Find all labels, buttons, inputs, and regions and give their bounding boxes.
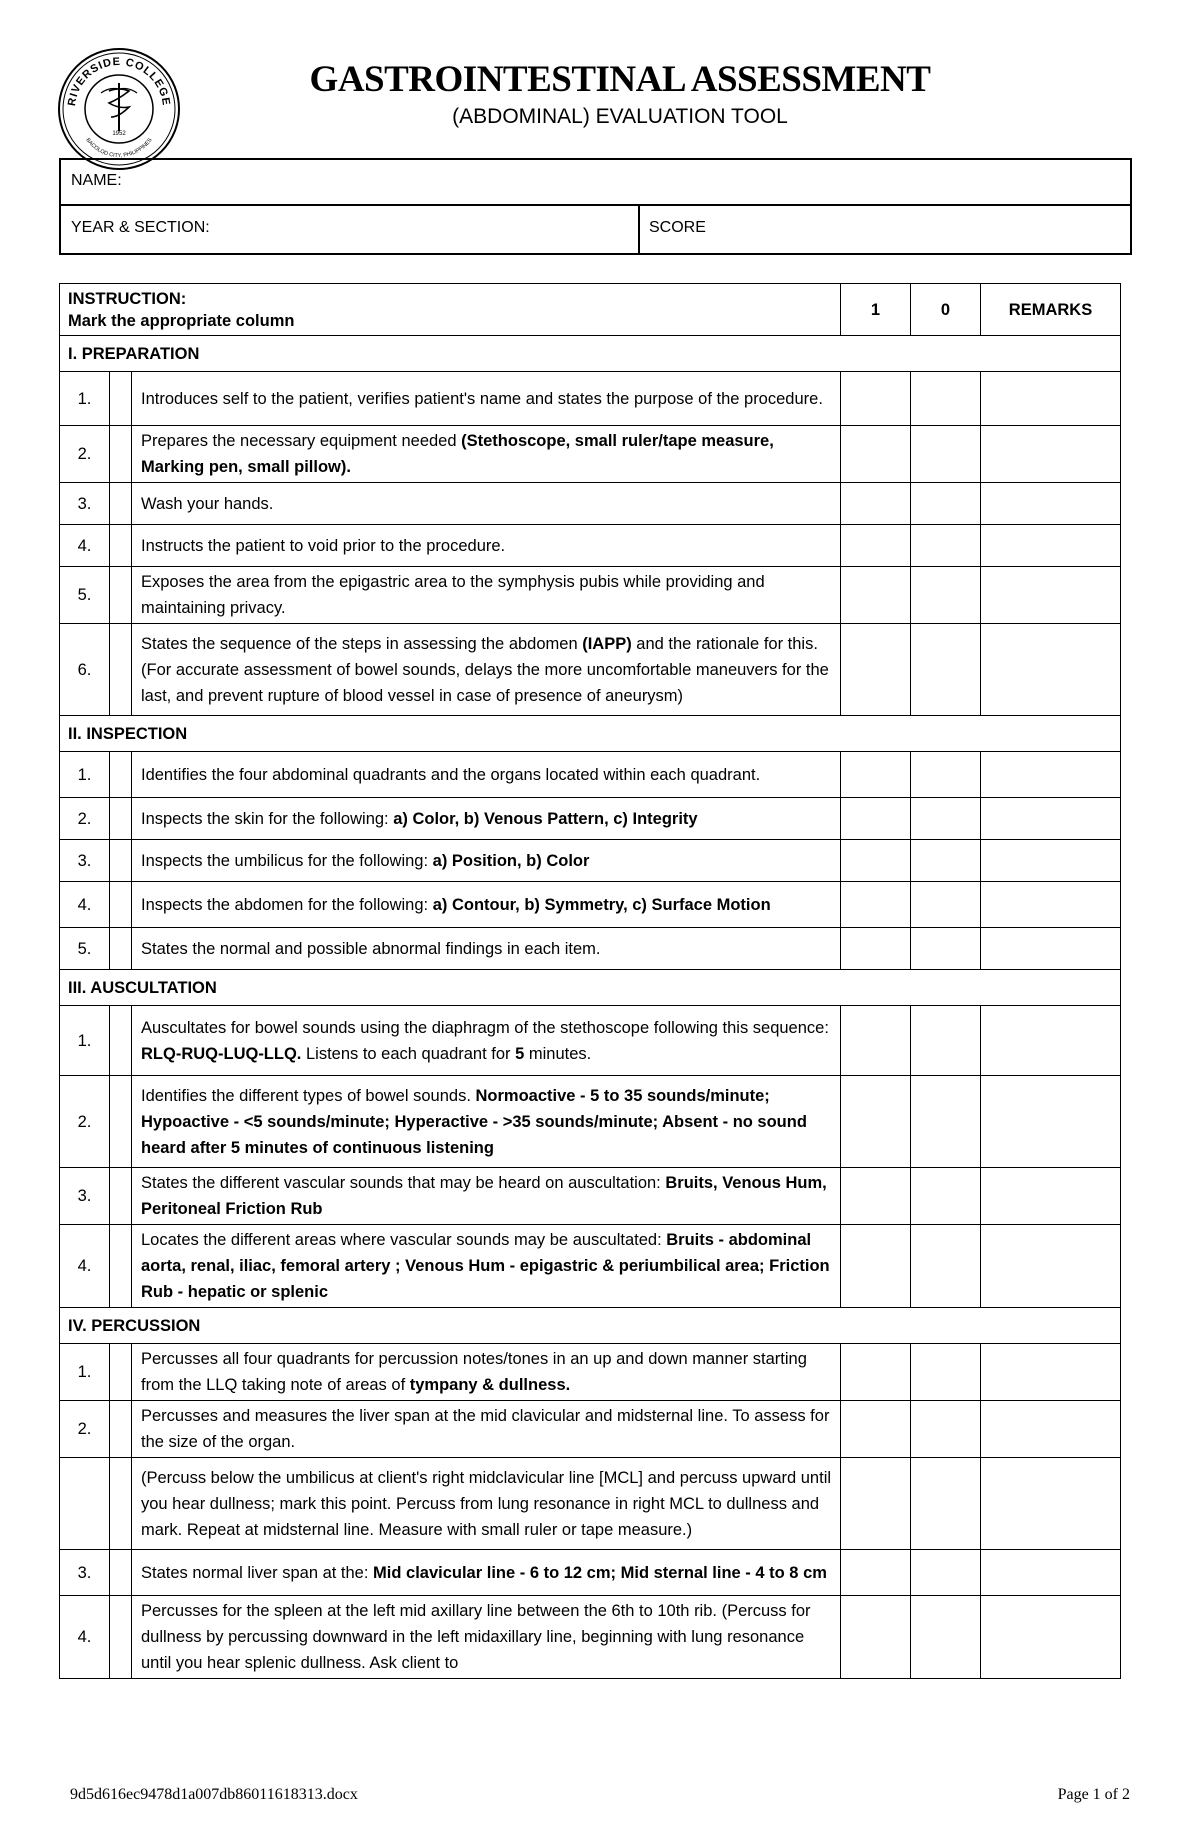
score-0-cell[interactable] (911, 882, 981, 928)
spacer-cell (110, 1225, 132, 1308)
section-title: IV. PERCUSSION (60, 1308, 1121, 1344)
score-1-cell[interactable] (841, 567, 911, 624)
score-0-cell[interactable] (911, 1458, 981, 1550)
spacer-cell (110, 624, 132, 716)
item-number: 3. (60, 1550, 110, 1596)
spacer-cell (110, 882, 132, 928)
score-1-cell[interactable] (841, 798, 911, 840)
spacer-cell (110, 798, 132, 840)
checklist-row (60, 525, 1121, 567)
item-text: minutes. (524, 1044, 592, 1063)
item-text: Exposes the area from the epigastric area to the symphysis pubis while providing and maintaining privacy. (141, 573, 765, 617)
score-0-cell[interactable] (911, 1401, 981, 1458)
score-0-cell[interactable] (911, 567, 981, 624)
score-0-cell[interactable] (911, 1076, 981, 1168)
score-0-cell[interactable] (911, 426, 981, 483)
college-seal-logo (57, 47, 181, 171)
score-1-cell[interactable] (841, 1458, 911, 1550)
score-1-cell[interactable] (841, 525, 911, 567)
item-text: States the sequence of the steps in assessing the abdomen (141, 634, 583, 653)
score-0-cell[interactable] (911, 798, 981, 840)
item-text-bold: Bruits - abdominal aorta, renal, iliac, femoral artery ; Venous Hum - epigastric & periumbilical area; Friction Rub - hepatic or splenic (141, 1231, 830, 1301)
item-number: 2. (60, 1401, 110, 1458)
score-1-cell[interactable] (841, 1596, 911, 1679)
score-1-cell[interactable] (841, 372, 911, 426)
checklist-row (60, 1401, 1121, 1458)
section-title: III. AUSCULTATION (60, 970, 1121, 1006)
section-title: I. PREPARATION (60, 336, 1121, 372)
score-1-cell[interactable] (841, 928, 911, 970)
instruction-text: Mark the appropriate column (68, 311, 295, 330)
item-description (132, 1006, 841, 1076)
item-number: 5. (60, 928, 110, 970)
remarks-cell[interactable] (981, 1550, 1121, 1596)
score-1-cell[interactable] (841, 882, 911, 928)
item-text-bold: 5 (515, 1044, 525, 1063)
score-0-cell[interactable] (911, 372, 981, 426)
section-header-row (60, 1308, 1121, 1344)
item-text-bold: (IAPP) (582, 634, 632, 653)
item-number: 1. (60, 372, 110, 426)
item-number: 6. (60, 624, 110, 716)
score-0-cell[interactable] (911, 1006, 981, 1076)
item-number: 4. (60, 1225, 110, 1308)
checklist-row (60, 372, 1121, 426)
item-text: Identifies the four abdominal quadrants and the organs located within each quadrant. (141, 765, 761, 784)
spacer-cell (110, 1006, 132, 1076)
spacer-cell (110, 372, 132, 426)
item-text-bold: a) Contour, b) Symmetry, c) Surface Motion (432, 895, 771, 914)
item-number: 1. (60, 752, 110, 798)
item-description (132, 1458, 841, 1550)
score-label: SCORE (649, 219, 706, 236)
score-0-cell[interactable] (911, 483, 981, 525)
document-title: GASTROINTESTINAL ASSESSMENT (309, 59, 931, 100)
score-0-cell[interactable] (911, 1596, 981, 1679)
remarks-cell[interactable] (981, 752, 1121, 798)
item-number: 4. (60, 882, 110, 928)
column-0-header: 0 (911, 284, 981, 336)
score-1-cell[interactable] (841, 426, 911, 483)
item-text: Percusses all four quadrants for percussion notes/tones in an up and down manner starting from the LLQ taking note of areas of (141, 1350, 807, 1394)
remarks-cell[interactable] (981, 928, 1121, 970)
item-description (132, 567, 841, 624)
item-description (132, 1225, 841, 1308)
item-number: 3. (60, 483, 110, 525)
score-0-cell[interactable] (911, 928, 981, 970)
item-description (132, 1168, 841, 1225)
item-text-bold: a) Color, b) Venous Pattern, c) Integrity (393, 809, 698, 828)
score-1-cell[interactable] (841, 840, 911, 882)
instruction-cell (60, 284, 841, 336)
evaluation-checklist-table (59, 283, 1121, 1679)
score-0-cell[interactable] (911, 624, 981, 716)
section-header-row (60, 336, 1121, 372)
item-description (132, 624, 841, 716)
item-text: Instructs the patient to void prior to the procedure. (141, 536, 506, 555)
spacer-cell (110, 840, 132, 882)
item-description (132, 483, 841, 525)
spacer-cell (110, 483, 132, 525)
spacer-cell (110, 752, 132, 798)
item-text: Inspects the umbilicus for the following: (141, 851, 433, 870)
spacer-cell (110, 1596, 132, 1679)
item-number: 2. (60, 426, 110, 483)
item-number: 2. (60, 1076, 110, 1168)
spacer-cell (110, 1401, 132, 1458)
item-number: 1. (60, 1006, 110, 1076)
item-text: States the normal and possible abnormal findings in each item. (141, 939, 601, 958)
checklist-row (60, 1225, 1121, 1308)
name-label: NAME: (71, 172, 122, 189)
remarks-cell[interactable] (981, 1168, 1121, 1225)
student-info-box (59, 158, 1132, 255)
item-text: Inspects the abdomen for the following: (141, 895, 433, 914)
item-text: Percusses for the spleen at the left mid axillary line between the 6th to 10th rib. (Percuss for dullness by percussing downward in the left midaxillary line, beginning with lung resonance until you hear splenic dullness. Ask client to (141, 1602, 811, 1672)
remarks-cell[interactable] (981, 1344, 1121, 1401)
item-description (132, 882, 841, 928)
item-text-bold: Bruits, Venous Hum, Peritoneal Friction Rub (141, 1174, 827, 1218)
item-description (132, 1550, 841, 1596)
remarks-cell[interactable] (981, 1458, 1121, 1550)
score-1-cell[interactable] (841, 1225, 911, 1308)
remarks-cell[interactable] (981, 1401, 1121, 1458)
checklist-row (60, 1458, 1121, 1550)
spacer-cell (110, 1168, 132, 1225)
table-header-row (60, 284, 1121, 336)
item-text-bold: tympany & dullness. (409, 1376, 571, 1394)
remarks-cell[interactable] (981, 1596, 1121, 1679)
remarks-cell[interactable] (981, 525, 1121, 567)
item-text: (Percuss below the umbilicus at client's right midclavicular line [MCL] and percuss upward until you hear dullness; mark this point. Percuss from lung resonance in right MCL to dullness and mark. Repeat at midsternal line. Measure with small ruler or tape measure.) (141, 1468, 832, 1539)
checklist-row (60, 840, 1121, 882)
checklist-row (60, 798, 1121, 840)
score-1-cell[interactable] (841, 1550, 911, 1596)
spacer-cell (110, 1076, 132, 1168)
spacer-cell (110, 1458, 132, 1550)
section-header-row (60, 716, 1121, 752)
score-0-cell[interactable] (911, 525, 981, 567)
remarks-cell[interactable] (981, 840, 1121, 882)
item-text: Prepares the necessary equipment needed (141, 432, 462, 450)
spacer-cell (110, 567, 132, 624)
svg-text:RIVERSIDE COLLEGE: RIVERSIDE COLLEGE (65, 55, 173, 107)
remarks-cell[interactable] (981, 1225, 1121, 1308)
item-description (132, 840, 841, 882)
item-text: Listens to each quadrant for (301, 1044, 516, 1063)
item-description (132, 1401, 841, 1458)
item-description (132, 798, 841, 840)
score-1-cell[interactable] (841, 1401, 911, 1458)
checklist-row (60, 1344, 1121, 1401)
name-row (61, 160, 1130, 206)
score-0-cell[interactable] (911, 1168, 981, 1225)
item-number: 2. (60, 798, 110, 840)
item-number: 5. (60, 567, 110, 624)
section-title: II. INSPECTION (60, 716, 1121, 752)
checklist-row (60, 1076, 1121, 1168)
item-description (132, 372, 841, 426)
item-text: Introduces self to the patient, verifies patient's name and states the purpose of the procedure. (141, 389, 823, 408)
item-description (132, 752, 841, 798)
item-text-bold: a) Position, b) Color (432, 851, 590, 870)
remarks-cell[interactable] (981, 483, 1121, 525)
score-1-cell[interactable] (841, 1344, 911, 1401)
item-text: Percusses and measures the liver span at the mid clavicular and midsternal line. To assess for the size of the organ. (141, 1407, 830, 1451)
spacer-cell (110, 1344, 132, 1401)
year-section-label: YEAR & SECTION: (71, 219, 210, 236)
item-number (60, 1458, 110, 1550)
checklist-row (60, 624, 1121, 716)
item-number: 3. (60, 1168, 110, 1225)
instruction-label: INSTRUCTION: (68, 289, 187, 308)
remarks-cell[interactable] (981, 426, 1121, 483)
score-1-cell[interactable] (841, 752, 911, 798)
score-0-cell[interactable] (911, 1225, 981, 1308)
remarks-cell[interactable] (981, 624, 1121, 716)
checklist-row (60, 928, 1121, 970)
checklist-row (60, 1550, 1121, 1596)
remarks-cell[interactable] (981, 1076, 1121, 1168)
checklist-row (60, 567, 1121, 624)
score-1-cell[interactable] (841, 624, 911, 716)
item-text: States normal liver span at the: (141, 1563, 374, 1582)
checklist-row (60, 752, 1121, 798)
remarks-cell[interactable] (981, 798, 1121, 840)
item-text-bold: Mid clavicular line - 6 to 12 cm; Mid sternal line - 4 to 8 cm (373, 1563, 827, 1582)
spacer-cell (110, 1550, 132, 1596)
checklist-row (60, 1168, 1121, 1225)
score-1-cell[interactable] (841, 483, 911, 525)
checklist-row (60, 426, 1121, 483)
checklist-row (60, 483, 1121, 525)
item-number: 1. (60, 1344, 110, 1401)
item-text-bold: RLQ-RUQ-LUQ-LLQ. (141, 1044, 302, 1063)
column-1-header: 1 (841, 284, 911, 336)
item-text: and the rationale for this. (For accurate assessment of bowel sounds, delays the more uncomfortable maneuvers for the last, and prevent rupture of blood vessel in case of presence of aneurysm) (141, 634, 829, 705)
score-0-cell[interactable] (911, 1550, 981, 1596)
item-text: Identifies the different types of bowel sounds. (141, 1086, 476, 1105)
score-0-cell[interactable] (911, 840, 981, 882)
item-number: 4. (60, 525, 110, 567)
footer-page-number: Page 1 of 2 (1057, 1786, 1130, 1803)
item-description (132, 928, 841, 970)
item-text: States the different vascular sounds that may be heard on auscultation: (141, 1174, 666, 1192)
checklist-row (60, 1006, 1121, 1076)
item-number: 3. (60, 840, 110, 882)
remarks-header: REMARKS (981, 284, 1121, 336)
score-1-cell[interactable] (841, 1076, 911, 1168)
item-text-bold: (Stethoscope, small ruler/tape measure, Marking pen, small pillow). (141, 432, 774, 476)
checklist-row (60, 1596, 1121, 1679)
score-0-cell[interactable] (911, 752, 981, 798)
checklist-row (60, 882, 1121, 928)
item-description (132, 1344, 841, 1401)
footer-filename: 9d5d616ec9478d1a007db86011618313.docx (70, 1786, 358, 1803)
item-text: Inspects the skin for the following: (141, 809, 394, 828)
svg-text:BACOLOD CITY, PHILIPPINES: BACOLOD CITY, PHILIPPINES (84, 137, 154, 160)
spacer-cell (110, 426, 132, 483)
item-description (132, 1596, 841, 1679)
svg-text:1952: 1952 (112, 131, 126, 137)
item-description (132, 426, 841, 483)
section-header-row (60, 970, 1121, 1006)
item-text-bold: Normoactive - 5 to 35 sounds/minute; Hypoactive - <5 sounds/minute; Hyperactive - >35 sounds/minute; Absent - no sound heard after 5 minutes of continuous listening (141, 1086, 807, 1157)
score-1-cell[interactable] (841, 1168, 911, 1225)
remarks-cell[interactable] (981, 567, 1121, 624)
item-number: 4. (60, 1596, 110, 1679)
item-text: Auscultates for bowel sounds using the diaphragm of the stethoscope following this sequence: (141, 1018, 829, 1037)
remarks-cell[interactable] (981, 882, 1121, 928)
score-1-cell[interactable] (841, 1006, 911, 1076)
item-description (132, 1076, 841, 1168)
score-0-cell[interactable] (911, 1344, 981, 1401)
spacer-cell (110, 525, 132, 567)
spacer-cell (110, 928, 132, 970)
info-divider (638, 206, 640, 255)
remarks-cell[interactable] (981, 1006, 1121, 1076)
item-description (132, 525, 841, 567)
remarks-cell[interactable] (981, 372, 1121, 426)
item-text: Wash your hands. (141, 494, 274, 513)
item-text: Locates the different areas where vascular sounds may be auscultated: (141, 1231, 667, 1249)
document-subtitle: (ABDOMINAL) EVALUATION TOOL (452, 105, 788, 128)
